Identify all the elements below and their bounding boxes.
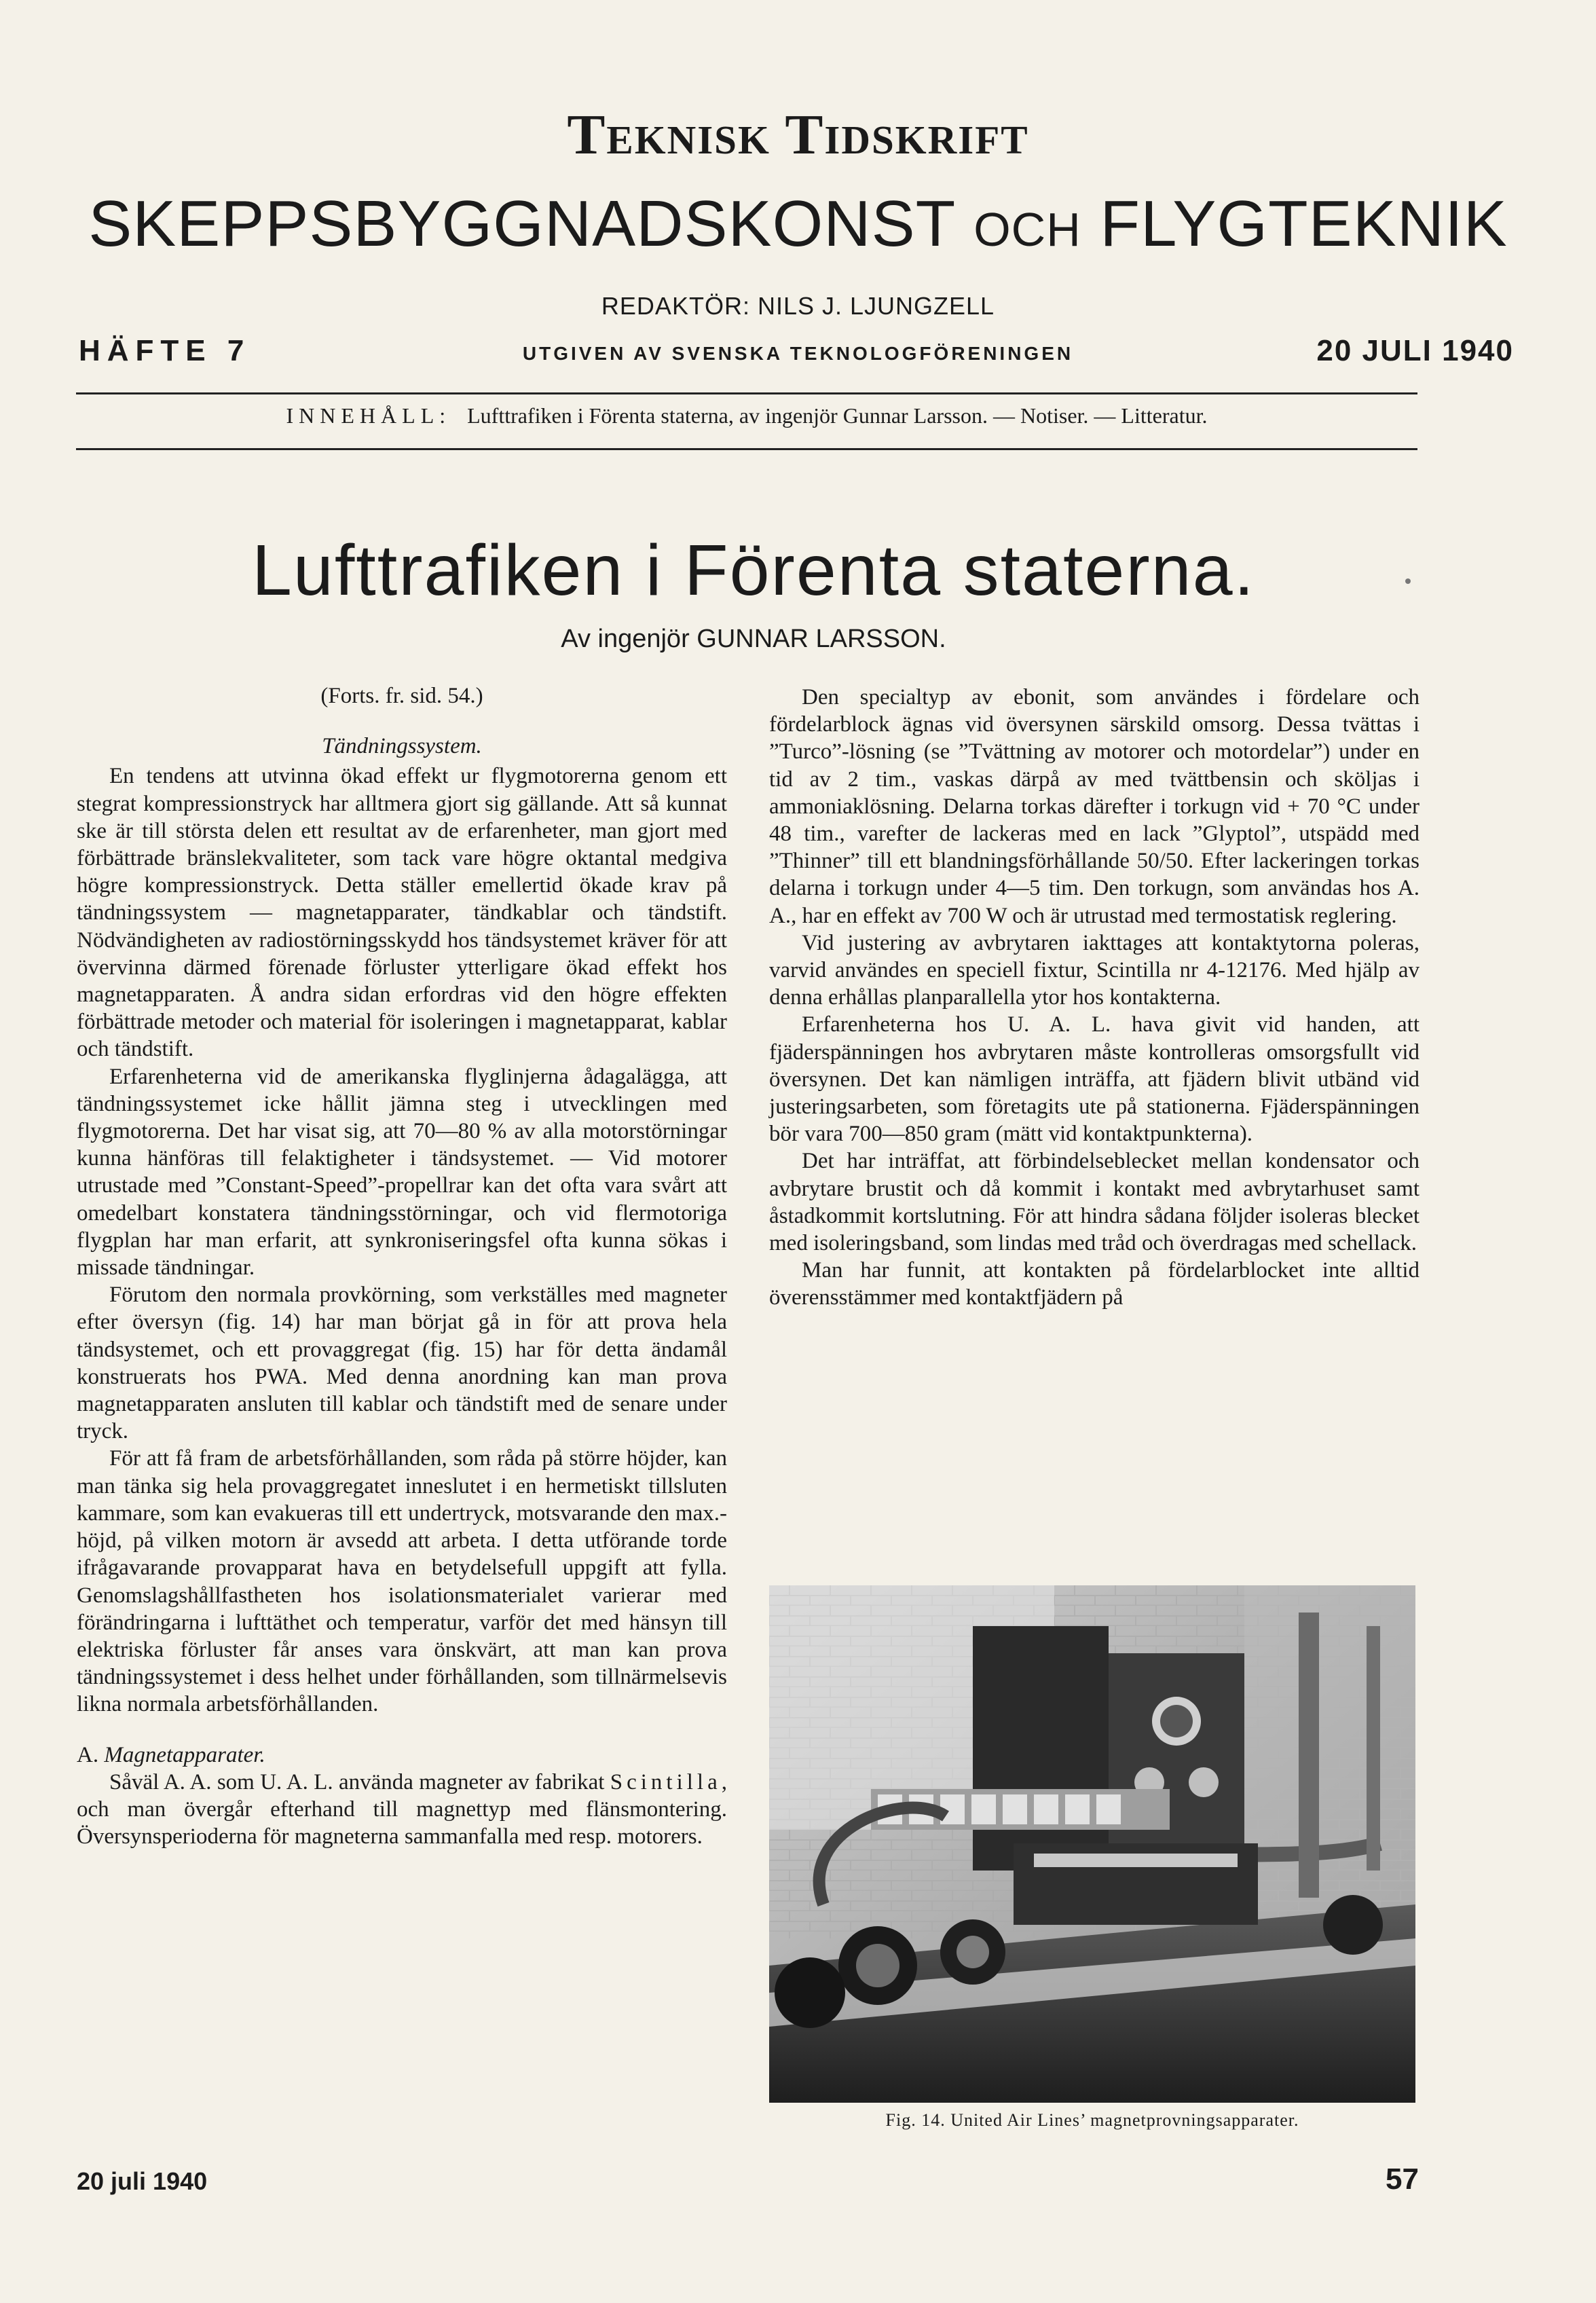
journal-title: Teknisk Tidskrift bbox=[567, 103, 1029, 166]
contents-top-rule bbox=[76, 392, 1417, 394]
paragraph: För att få fram de arbetsförhållanden, som råda på större höjder, kan man tänka sig hela provaggregatet inneslutet i en hermetiskt tillsluten kammare, som kan evakueras till ett undertryck, motsvarande den max.-höjd, på vilken motorn är avsedd att arbeta. I detta utförande torde ifrågavarande provapparat hava en betydelsefull uppgift att fylla. Genomslagshållfastheten hos isolationsmaterialet varierar med förändringarna i lufttäthet och temperatur, varför det med hänsyn till elektriska förluster får anses vara önskvärt, att man kan prova tändningssystemet i dess helhet under förhållanden, som tillnärmelsevis likna normala arbetsförhållanden. bbox=[77, 1446, 727, 1717]
contents-text: Lufttrafiken i Förenta staterna, av ingenjör Gunnar Larsson. — Notiser. — Litteratur. bbox=[467, 403, 1208, 428]
section-heading-ignition: Tändningssystem. bbox=[322, 734, 482, 759]
journal-subtitle bbox=[0, 187, 1596, 260]
paragraph: Vid justering av avbrytaren iakttages att kontaktytorna poleras, varvid användes en speciell fixtur, Scintilla nr 4-12176. Med hjälp av denna erhållas planparallella ytor hos kontakterna. bbox=[769, 930, 1419, 1010]
subtitle-part1: SKEPPSBYGGNADSKONST bbox=[88, 187, 974, 260]
issue-number: HÄFTE 7 bbox=[79, 334, 251, 367]
article-title: Lufttrafiken i Förenta staterna. bbox=[251, 530, 1256, 610]
figure-14-photo bbox=[769, 1585, 1415, 2103]
paragraph: Erfarenheterna vid de amerikanska flyglinjerna ådagalägga, att tändningssystemet icke hållit jämna steg i utvecklingen med flygmotorerna. Det har visat sig, att 70—80 % av alla motorstörningar kunna hänföras till felaktigheter i tändsystemet. — Vid motorer utrustade med ”Constant-Speed”-propellrar kan det ofta vara svårt att omedelbart konstatera tändningsstörningar, och vid flermotoriga flygplan har man erfarit, att synkroniseringsfel ofta kunna sökas i missade tändningar. bbox=[77, 1064, 727, 1281]
ink-speck bbox=[1405, 578, 1411, 584]
subtitle-part2: FLYGTEKNIK bbox=[1081, 187, 1508, 260]
article-column-right bbox=[769, 684, 1419, 1312]
paragraph: En tendens att utvinna ökad effekt ur flygmotorerna genom ett stegrat kompressionstryck har alltmera gjort sig gällande. Att så kunnat ske är till största delen ett resultat av de erfarenheter, man gjort med förbättrade bränslekvaliteter, som tack vare högre oktantal medgiva högre kompressionstryck. Detta ställer emellertid ökade krav på tändningssystem — magnetapparater, tändkablar och tändstift. Nödvändigheten av radiostörningsskydd hos tändsystemet kräver för att övervinna därmed förenade förluster ytterligare ökad effekt hos magnetapparaten. Å andra sidan erfordras vid den högre effekten förbättrade metoder och material för isoleringen i magnetapparat, kablar och tändstift. bbox=[77, 764, 727, 1062]
magneto-test-bench-illustration bbox=[769, 1585, 1415, 2103]
page-number: 57 bbox=[1386, 2162, 1419, 2196]
paragraph: Förutom den normala provkörning, som verkställes med magneter efter översyn (fig. 14) har man börjat gå in för att prova hela tändsystemet, och ett provaggregat (fig. 15) har för detta ändamål konstruerats hos PWA. Med denna anordning kan man prova magnetapparaten ansluten till kablar och tändstift med de senare under tryck. bbox=[77, 1283, 727, 1444]
publisher-line: UTGIVEN AV SVENSKA TEKNOLOGFÖRENINGEN bbox=[522, 343, 1074, 364]
figure-14-caption: Fig. 14. United Air Lines’ magnetprovningsapparater. bbox=[885, 2110, 1299, 2130]
section-title: Magnetapparater. bbox=[104, 1742, 265, 1767]
continuation-note: (Forts. fr. sid. 54.) bbox=[320, 684, 483, 708]
contents-label: INNEHÅLL: bbox=[286, 403, 451, 428]
paragraph: Den specialtyp av ebonit, som användes i fördelare och fördelarblock ägnas vid översynen särskild omsorg. Dessa tvättas i ”Turco”-lösning (se ”Tvättning av motorer och motordelar”) under en tid av 2 tim., vaskas därpå av med tvättbensin och sköljas i ammoniaklösning. Delarna torkas därefter i torkugn vid + 70 °C under 48 tim., varefter de lackeras med en lack ”Glyptol”, utspädd med ”Thinner” till ett blandningsförhållande 50/50. Efter lackeringen torkas delarna i torkugn under 4—5 tim. Den torkugn, som användas hos A. A., har en effekt av 700 W och är utrustad med termostatisk reglering. bbox=[769, 685, 1419, 928]
paragraph bbox=[77, 1769, 727, 1851]
section-heading-magnetos bbox=[77, 1742, 727, 1769]
table-of-contents bbox=[76, 403, 1417, 428]
issue-date: 20 JULI 1940 bbox=[1316, 334, 1514, 367]
paragraph: Erfarenheterna hos U. A. L. hava givit vid handen, att fjäderspänningen hos avbrytaren måste kontrolleras omsorgsfullt vid översynen. Det kan nämligen inträffa, att fjädern blivit utbänd vid justeringsarbeten, som företagits ute på stationerna. Fjäderspänningen bör vara 700—850 gram (mätt vid kontaktpunkterna). bbox=[769, 1012, 1419, 1147]
subtitle-och: OCH bbox=[973, 203, 1081, 256]
section-prefix: A. bbox=[77, 1742, 105, 1767]
paragraph-text: , och man övergår efterhand till magnettyp med flänsmontering. Översynsperioderna för magneterna sammanfalla med resp. motorers. bbox=[77, 1769, 727, 1849]
paragraph: Det har inträffat, att förbindelseblecket mellan kondensator och avbrytare brustit och då kommit i kontakt med avbrytarhuset samt åstadkommit kortslutning. För att hindra sådana följder isoleras blecket med isoleringsband, som lindas med tråd och överdragas med schellack. bbox=[769, 1149, 1419, 1256]
contents-bottom-rule bbox=[76, 448, 1417, 450]
editor-line: REDAKTÖR: NILS J. LJUNGZELL bbox=[601, 292, 995, 320]
footer-date: 20 juli 1940 bbox=[77, 2167, 208, 2195]
article-author: Av ingenjör GUNNAR LARSSON. bbox=[561, 625, 946, 653]
article-column-left bbox=[77, 682, 727, 1850]
paragraph: Man har funnit, att kontakten på fördelarblocket inte alltid överensstämmer med kontaktfjädern på bbox=[769, 1258, 1419, 1310]
paragraph-spaced-word: Scintilla bbox=[610, 1769, 722, 1794]
paragraph-text: Såväl A. A. som U. A. L. använda magneter av fabrikat bbox=[109, 1769, 610, 1794]
